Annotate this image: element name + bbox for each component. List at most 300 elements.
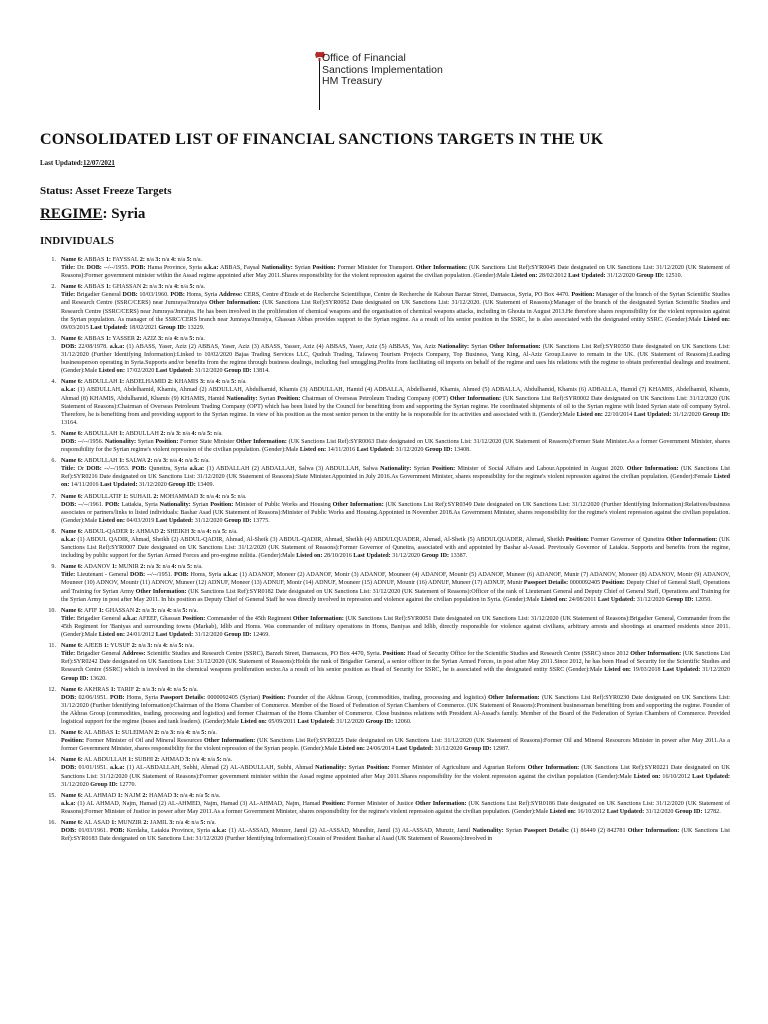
field-value: n/a. [191,257,203,263]
field-label: Other Information: [135,588,187,595]
field-value: 13620. [88,675,107,682]
field-value: 28/10/2016 [322,553,354,560]
field-value: ABDELHAMID [124,379,168,386]
field-label: Position: [382,651,406,658]
field-label: 2: [142,284,148,291]
field-value: --/--/1953. [101,466,132,473]
field-value: n/a [176,257,187,263]
field-label: 4: [191,430,197,437]
field-label: 5: [201,730,207,737]
field-label: Listed on: [540,596,568,603]
field-label: Other Information: [488,694,540,701]
field-value: 16/10/2012 [660,773,693,780]
field-label: 4: [206,528,212,535]
field-label: DOB: [61,438,77,445]
field-value: Former Minister of Oil and Mineral Resources [84,738,204,745]
field-label: Listed on: [338,746,365,753]
field-label: Position: [262,694,286,701]
field-value: n/a. [206,730,217,737]
field-value: 04/03/2019 [124,517,156,524]
field-label: 1: [105,335,111,342]
field-value: n/a [171,607,183,614]
entry-number: 15. [48,792,56,799]
field-label: Other Information: [415,265,468,272]
entry-number: 8. [51,528,56,535]
list-item [40,563,730,603]
field-label: a.k.a: [223,572,238,579]
field-value: Dr. [75,265,87,272]
field-value: YASSER [110,335,137,342]
field-value: 24/01/2012 [124,632,156,639]
field-value: n/a. [192,564,203,571]
field-value: n/a. [194,284,206,291]
field-label: a.k.a: [212,828,227,835]
regime-label: REGIME [40,206,103,222]
list-item [40,528,730,560]
field-label: 1: [119,379,125,386]
field-label: Name 6: [61,493,83,500]
field-value: n/a. [194,335,205,342]
field-label: Name 6: [61,757,83,764]
field-label: 3: [147,643,153,650]
field-label: Last Updated: [100,482,138,489]
field-label: 3: [151,686,157,693]
field-label: 2: [143,820,149,826]
field-value: n/a [190,730,202,737]
field-label: 4: [166,686,172,693]
field-label: 1: [103,643,109,650]
field-value: 28/02/2012 [537,273,569,280]
field-label: 4: [171,564,177,571]
entries-list [40,256,730,846]
field-label: 3: [158,335,164,342]
field-value: Head of Security Office for the Scientific Studies and Research Centre (SSRC) since 2012 [405,651,631,658]
entry-number: 5. [51,430,56,437]
field-value: 14/11/2016 [326,447,357,454]
field-label: Last Updated: [356,447,395,454]
field-value: MUNZIR [116,820,144,826]
field-label: Other Information: [630,651,682,658]
field-value: (UK Sanctions List Ref):SYR0216 Date designated on UK Sanctions List: 31/12/2020 (UK Statement of Reasons):State Minister.Appointed in July 2016.As Government Minister, shares responsibility for the regime's violent repression against the civilian population. (Gender):Female [61,466,730,481]
field-label: 2: [160,430,166,437]
field-label: 1: [128,757,134,764]
field-value: HAMAD [147,792,174,799]
field-label: 2: [135,686,141,693]
field-label: Title: [61,572,76,579]
field-value: n/a [205,379,216,386]
entry-number: 1. [51,257,56,263]
field-value: AZIZ [141,335,159,342]
field-label: Address: [122,651,146,658]
field-value: n/a [163,335,174,342]
field-value: Quneitra, Syria [146,466,190,473]
field-value: Lattakia, Syria [119,501,160,508]
field-value: Former State Minister [178,438,236,445]
field-value: 12770. [117,781,137,788]
field-label: 1: [111,564,117,571]
field-value: Minister of Public Works and Housing [233,501,333,508]
field-label: Last Updated: [662,667,701,674]
field-value: Hama Province, Syria [145,265,204,272]
list-item [40,819,730,843]
field-value: 31/12/2020 [700,667,731,674]
field-value: (UK Sanctions List Ref):SYR0007 Date designated on UK Sanctions List: 31/12/2020 (UK Statement of Reasons):Former Governor of Quneitra, associated with and appointed by Bashar al-Assad. Previously Governor of Latakia. Supports and benefits from the regime, including by public support for the Syrian Armed Forces and pro-regime militia. (Gender):Male [61,537,730,560]
field-label: Last Updated: [395,746,434,753]
field-value: n/a. [205,820,216,826]
field-value: Lieutenant - General [75,572,130,579]
field-value: n/a [175,730,186,737]
field-value: 10/03/1960. [137,292,171,299]
field-value: ABBAS [82,335,106,342]
field-label: Name 6: [61,430,83,437]
field-label: Name 6: [61,528,83,535]
field-value: n/a [160,564,172,571]
field-value: --/--/1961. [76,501,106,508]
field-value: n/a [140,686,152,693]
field-value: 31/12/2020 [433,746,464,753]
field-label: 5: [216,757,222,764]
entry-number: 6. [51,458,56,465]
field-label: a.k.a: [109,343,125,350]
field-value: 31/12/2020 [635,596,667,603]
field-value: AL ABBAS [82,730,115,737]
field-label: Name 6: [61,335,83,342]
field-value: n/a. [209,792,221,799]
field-value: (UK Sanctions List Ref):SYR0242 Date designated on UK Sanctions List: 31/12/2020 (UK Statement of Reasons):Holds the rank of Brigadier General, a senior officer in the Syrian Armed Forces, in post after May 2011.Since 2012, he has been Head of Security for the Scientific Studies and Research Centre (SSRC) which is involved in the chemical weapons proliferation sector.As a result of his senior position as Head of Security for SSRC, he is associated with the designated entity SSRC (Gender):Male [61,651,731,674]
field-label: 3: [158,284,164,291]
field-label: 5: [204,792,210,799]
page-title: CONSOLIDATED LIST OF FINANCIAL SANCTIONS TARGETS IN THE UK [40,131,604,148]
field-label: 4: [166,607,172,614]
field-value: 31/12/2020 [137,482,169,489]
field-value: 31/12/2020 [605,273,637,280]
field-value: AHMAD [134,528,161,535]
field-value: AL ABDULLAH [82,757,129,764]
field-label: Title: [61,466,76,473]
field-label: 5: [231,379,237,386]
field-label: 2: [160,528,166,535]
field-label: Listed on: [576,411,603,418]
field-value: n/a [165,430,176,437]
field-value: 31/12/2020 [671,411,703,418]
field-value: --/--/1951. [145,572,175,579]
field-label: 4: [215,379,221,386]
field-value: Syrian [190,501,211,508]
field-value: --/--/1955. [101,265,131,272]
field-label: DOB: [61,501,77,508]
field-value: n/a [178,792,190,799]
field-label: 4: [171,257,177,263]
field-value: Chairman of Overseas Petroleum Trading Company (OPT) [300,395,450,402]
field-label: 3: [155,564,161,571]
field-label: Listed on: [296,553,323,560]
field-label: Group ID: [702,411,731,418]
field-label: Group ID: [61,675,89,682]
field-value: AKHRAS [82,686,111,693]
field-label: Group ID: [158,324,187,331]
field-value: SUHAIL [128,493,154,500]
field-value: n/a [144,257,156,263]
field-value: 31/12/2020 [61,781,91,788]
field-value: (1) ABASS, Yaser, Aziz (2) ABBAS, Yaser, Aziz (3) ABASS, Yasser, Aziz (4) ABBAS, Yaser, Aziz (5) ABBAS, Yas, Aziz [124,343,438,350]
field-value: Homs, Syria [188,572,224,579]
field-label: DOB: [122,292,138,299]
field-value: (UK Sanctions List Ref):SYR0350 Date designated on UK Sanctions List: 31/12/2020 (Further Identifying Information):Linked to 10/02/2020 Bajaa Trading Services LLC, Qudrah Trading, Tafawoq Tourism Projects Company, Top Business, Yang King, Al-Aziz Group.Leave to remain in the UK. (UK Statement of Reasons):Leading businessperson operating in Syria.Supports and/or benefits from the regime through business dealings, including fuel smuggling.Profits from facilitating oil imports on behalf of the regime and uses his relations with the regime to obtain preferential dealings and treatment. (Gender):Male [61,343,730,375]
field-value: (UK Sanctions List Ref):SYR0183 Date designated on UK Sanctions List: 31/12/2020 (Further Identifying Information):Cousin of President Bashar al Asad (UK Statement of Reasons):Involved in [61,828,730,843]
field-label: Name 6: [61,284,83,291]
field-value: 0000092405 [568,580,602,587]
field-value: Syrian [411,466,433,473]
field-value: 13775. [251,517,270,524]
field-label: Listed on: [633,773,661,780]
field-label: Last Updated: [353,553,391,560]
field-value: n/a [159,730,171,737]
field-label: Group ID: [636,273,664,280]
field-value: Syrian [346,765,367,772]
field-label: 2: [139,257,145,263]
field-value: n/a [147,284,159,291]
field-label: Last Updated: [606,808,645,815]
last-updated-label: Last Updated: [40,159,83,167]
field-value: SUBHI [133,757,155,764]
entry-number: 14. [48,757,56,764]
list-item [40,729,730,753]
field-label: 4: [215,493,221,500]
field-value: n/a [140,607,152,614]
field-value: TARIF [115,686,136,693]
field-label: Last Updated: [155,517,194,524]
field-label: 2: [154,757,160,764]
field-value: (1) AL-ASSAD, Monzer, Jamil (2) AL-ASSAD, Mundhir, Jamil (3) AL-ASSAD, Munzir, Jamil [226,828,473,835]
regime-heading [40,206,145,223]
field-label: Last Updated: [597,596,636,603]
field-label: Group ID: [674,808,703,815]
field-label: 4: [184,820,190,826]
field-value: n/a [179,284,190,291]
field-value: 22/08/1978. [76,343,110,350]
field-label: Group ID: [168,482,196,489]
field-value: (1) AL-ABDALLAH, Subhi, Ahmad (2) AL-ABDULLAH, Subhi, Ahmad [124,765,316,772]
field-label: 5: [200,820,206,826]
field-label: 1: [119,458,125,465]
list-item [40,493,730,525]
field-value: n/a [176,564,188,571]
entry-number: 12. [48,686,56,693]
list-item [40,686,730,726]
field-value: AJEEB [82,643,104,650]
field-value: 24/08/2011 [567,596,598,603]
field-value: n/a [168,458,179,465]
field-label: 1: [110,686,116,693]
list-item [40,457,730,489]
field-label: Listed on: [604,667,631,674]
field-label: 3: [175,430,182,437]
field-label: Listed on: [549,808,576,815]
field-value: ABBAS, Faysal [218,265,262,272]
field-label: Other Information: [204,738,256,745]
field-value: n/a [196,430,208,437]
field-value: MOHAMMAD [158,493,200,500]
field-value: ABBAS [82,284,106,291]
field-label: a.k.a: [61,387,76,394]
field-label: Name 6: [61,686,83,693]
field-value: Manager of the branch of the Syrian Scientific Studies and Research Centre (SSRC/CERS) near Jumraya/Jmraiya [61,292,730,307]
field-label: Listed on: [299,447,327,454]
field-label: Other Information: [666,537,718,543]
field-label: Position: [61,738,85,745]
field-value: FAYSSAL [110,257,140,263]
field-value: Former Minister for Transport. [335,265,416,272]
field-label: Name 6: [61,257,83,263]
field-label: 5: [178,643,184,650]
field-label: Position: [322,800,346,807]
field-label: 3: [162,458,169,465]
logo-line-2: Sanctions Implementation [322,63,443,76]
field-value: (UK Sanctions List Ref):SYR0182 Date designated on UK Sanctions List: 31/12/2020 (UK Statement of Reasons):Officer of the rank of Lieutenant General and Deputy Chief of General Staff, Operations and Training for the Syrian Army in post after May 2011. In his position as Deputy Chief of General Staff he was directly involved in repression and violence against the civilian population in Syria. (Gender):Male [61,588,730,603]
field-value: 05/09/2011 [266,718,298,725]
field-value: CERS, Centre d'Etude et de Recherche Scientifique, Centre de Recherche de Kaboun Barzar Street, Damascus, Syria, PO Box 4470. [242,292,572,299]
field-label: Position: [601,580,625,587]
field-value: Founder of the Akhras Group, (commodities, trading, processing and logistics) [285,694,489,701]
field-value: (UK Sanctions List Ref):SYR0349 Date designated on UK Sanctions List: 31/12/2020 (Further Identifying Information):Relatives/business associates or partners/links to listed individuals: Bashar Asad (UK Statement of Reasons):Minister of Public Works and Housing.Appointed in November 2018.As Government Minister, shares responsibility for the regime's violent repression against the civilian population. (Gender):Male [61,501,730,524]
field-value: 02/06/1951. [76,694,110,701]
field-value: Homs, Syria [184,292,219,299]
list-item [40,335,730,375]
field-label: Listed on: [240,718,267,725]
field-label: 1: [111,820,117,826]
field-value: 13409. [195,482,215,489]
entry-number: 3. [51,335,56,342]
field-value: AL ASAD [82,820,112,826]
field-label: Listed on: [511,273,538,280]
list-item [40,378,730,427]
field-label: Position: [155,438,179,445]
field-label: DOB: [86,466,102,473]
field-label: Listed on: [98,368,125,375]
field-label: Nationality: [315,765,347,772]
field-value: ADANOV [82,564,112,571]
field-label: Nationality: [472,828,504,835]
field-label: Last Updated: [633,411,672,418]
field-value: 19/03/2018 [630,667,663,674]
field-value: ABDULLAH [82,430,120,437]
last-updated-date: 12/07/2021 [82,159,115,167]
field-value: n/a [152,643,163,650]
field-label: DOB: [61,343,77,350]
logo-line-3: HM Treasury [322,75,383,88]
field-value: MUNIR [116,564,141,571]
field-value: Scientific Studies and Research Centre (SSRC), Barzeh Street, Damascus, PO Box 4470, Syria. [145,651,383,658]
field-value: 0000092405 (Syrian) [205,694,263,701]
field-value: Former Minister of Justice [345,800,416,807]
field-label: a.k.a: [61,800,76,807]
entry-number: 9. [51,564,56,571]
field-value: Syrian [292,265,313,272]
field-value: n/a. [221,757,233,764]
field-value: 01/03/1961. [76,828,110,835]
field-label: Listed on: [98,632,125,639]
field-label: 5: [189,335,195,342]
field-label: DOB: [61,765,77,772]
field-label: Listed on: [98,517,125,524]
field-label: Position: [210,501,234,508]
field-label: Group ID: [224,632,252,639]
field-label: Position: [565,537,589,543]
field-value: n/a [220,379,232,386]
field-value: 24/06/2014 [364,746,396,753]
field-label: Position: [182,615,206,622]
field-label: Other Information: [332,501,384,508]
field-value: 01/01/1951. [76,765,110,772]
field-label: 3: [190,528,196,535]
field-value: n/a. [227,528,238,535]
field-value: --/--/1956. [76,438,105,445]
logo-line-1: Office of Financial [322,52,406,64]
field-value: Brigadier General [75,292,123,299]
field-label: 5: [221,528,228,535]
field-label: 5: [189,284,195,291]
field-label: POB: [131,466,147,473]
field-value: n/a [152,458,163,465]
field-label: Nationality: [226,395,258,402]
field-value: (1) AL AHMAD, Najm, Hamad (2) AL-AHMED, Najm, Hamad (3) AL-AHMAD, Najm, Hamad [75,800,323,807]
field-label: POB: [174,572,189,579]
field-value: ABDULLATIF [82,493,124,500]
field-label: 2: [131,643,137,650]
field-label: Other Information: [235,438,287,445]
field-label: 1: [98,607,104,614]
field-label: 1: [105,257,111,263]
field-label: Nationality: [437,343,470,350]
field-label: 1: [123,493,129,500]
field-label: 1: [119,430,125,437]
field-label: Title: [61,292,76,299]
field-label: Other Information: [527,765,580,772]
field-value: (1) ADANOF, Moneer (2) ADANOF, Monir (3) ADANOF, Mouneer (4) ADANOF, Mounir (5) ADANOF, Muneer (6) ADANOF, Munir (7) ADANOV, Moneer (8) ADANOV, Monir (9) ADANOV, Mouneer (10) ADNOV, Mounir (11) ADNOV, Muneer (12) ADNUF, Moneer (13) ADNUF, Monir (14) ADNUF, Mouneer (15) ADNUF, Mounir (16) ADNUF, Muneer (17) ADNUF, Munir [61,572,731,587]
field-label: 5: [194,458,200,465]
field-value: (UK Sanctions List Ref):SYR0230 Date designated on UK Sanctions List: 31/12/2020 (Further Identifying Information):Chairman of the Homs Chamber of Commerce. Member of the Board of Federation of Syrian Chambers of Commerce. (UK Statement of Reasons):Prominent businessman benefiting from and supporting the regime. Founder of the Akhras Group (commodities, trading, processing and logistics) and former Chairman of the Homs Chamber of Commerce. Close business relations with President Al-Assad's family. Member of the Board of the Federation of Syrian Chambers of Commerce. Provided logistical support for the regime (buses and tank loaders). (Gender):Male [61,694,730,725]
entry-number: 7. [51,493,56,500]
field-label: Group ID: [224,517,252,524]
field-label: DOB: [61,694,77,701]
field-label: a.k.a: [61,537,76,543]
list-item [40,607,730,639]
field-label: DOB: [61,828,77,835]
field-label: Name 6: [61,379,83,386]
field-label: 2: [142,792,148,799]
field-label: a.k.a: [109,765,125,772]
field-value: (UK Sanctions List Ref):SYR0063 Date designated on UK Sanctions List: 31/12/2020 (UK Statement of Reasons):Former State Minister.As a former Government Minister, shares responsibility for the Syrian regime's violent repression of the civilian population. (Gender):Male [61,438,730,454]
field-label: 5: [230,493,236,500]
status-heading: Status: Asset Freeze Targets [40,185,172,197]
field-label: Last Updated: [155,632,194,639]
field-value: 31/12/2020 [193,368,225,375]
field-label: 4: [178,458,184,465]
field-value: n/a [189,820,201,826]
field-label: Passport Details: [160,694,206,701]
field-value: (UK Sanctions List Ref):SYR0225 Date designated on UK Sanctions List: 31/12/2020 (UK Statement of Reasons):Former Oil and Mineral Resources Minister in power after May 2011.As a former Government Minister, shares responsibility for the violent repression of the Syrian people. (Gender):Male [61,738,730,753]
field-value: n/a [156,607,167,614]
field-label: Group ID: [365,718,394,725]
entry-number: 16. [48,820,56,826]
field-value: 17/02/2020 [124,368,156,375]
logo-text [322,53,443,88]
field-label: Position: [571,292,595,299]
field-value: 12782. [702,808,721,815]
entry-number: 4. [51,379,56,386]
field-label: Position: [366,765,390,772]
field-label: Group ID: [424,447,453,454]
